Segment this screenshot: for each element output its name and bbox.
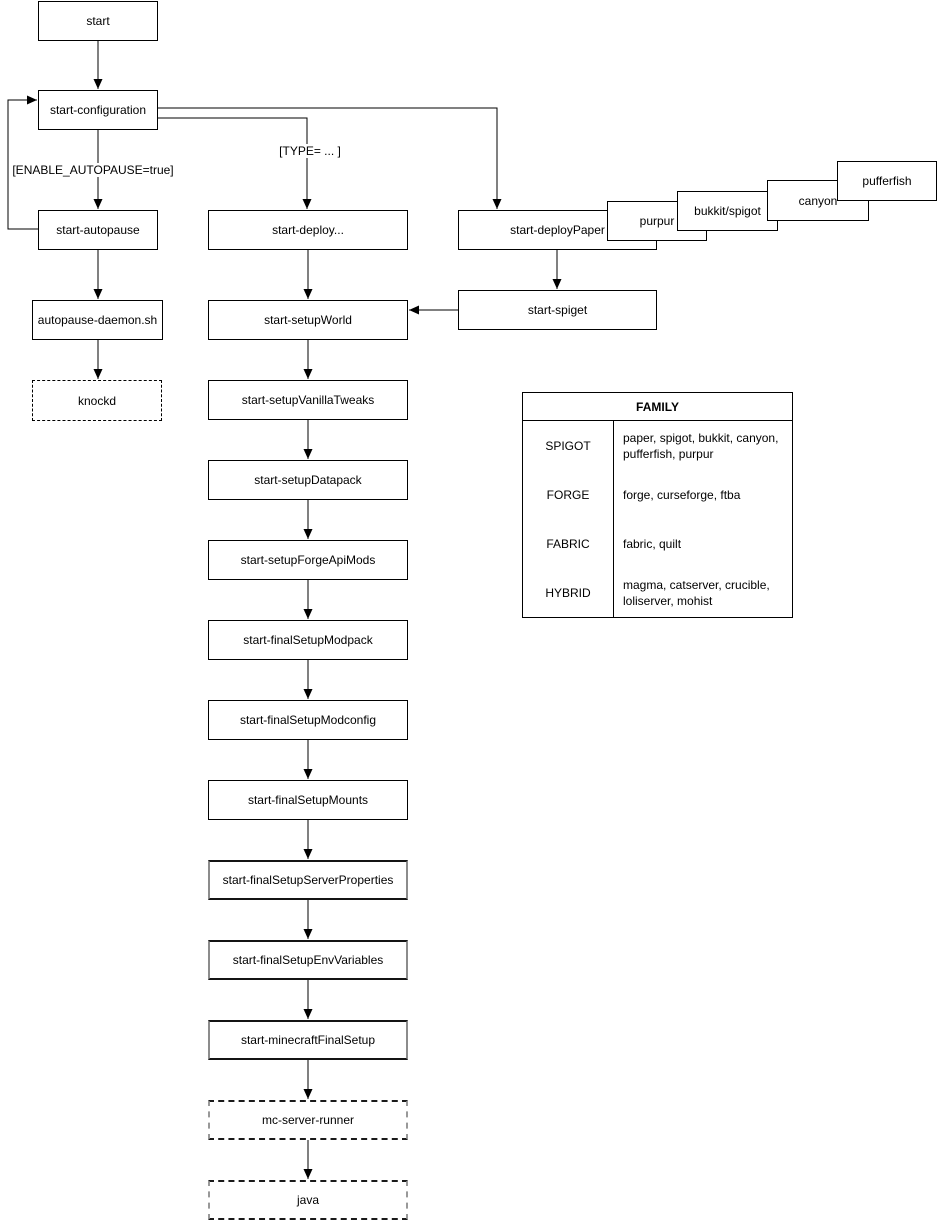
node-start-deployPaper: start-deployPaper xyxy=(458,210,657,250)
node-start-setupVanillaTweaks: start-setupVanillaTweaks xyxy=(208,380,408,420)
node-start-configuration: start-configuration xyxy=(38,90,158,130)
family-row-hybrid xyxy=(523,568,792,617)
node-start-finalSetupEnvVariables: start-finalSetupEnvVariables xyxy=(208,940,408,980)
node-start-finalSetupModconfig: start-finalSetupModconfig xyxy=(208,700,408,740)
node-start-minecraftFinalSetup: start-minecraftFinalSetup xyxy=(208,1020,408,1060)
node-start-setupWorld: start-setupWorld xyxy=(208,300,408,340)
node-mc-server-runner: mc-server-runner xyxy=(208,1100,408,1140)
node-knockd: knockd xyxy=(32,380,162,421)
node-start-deploy: start-deploy... xyxy=(208,210,408,250)
node-start-setupDatapack: start-setupDatapack xyxy=(208,460,408,500)
node-pufferfish: pufferfish xyxy=(837,161,937,201)
edge-label-enable-autopause-condition: [ENABLE_AUTOPAUSE=true] xyxy=(12,163,174,177)
edge-configuration-to-deployPaper xyxy=(158,108,497,209)
family-members-cell: magma, catserver, crucible, loliserver, mohist xyxy=(623,577,770,608)
node-autopause-daemon-sh: autopause-daemon.sh xyxy=(32,300,163,340)
node-canyon: canyon xyxy=(767,180,869,221)
family-table-body xyxy=(523,421,792,617)
family-table xyxy=(522,392,793,618)
node-start-finalSetupModpack: start-finalSetupModpack xyxy=(208,620,408,660)
family-name-cell: HYBRID xyxy=(523,568,614,617)
family-members-cell: forge, curseforge, ftba xyxy=(623,487,741,502)
node-start-spiget: start-spiget xyxy=(458,290,657,330)
node-start-finalSetupServerProperties: start-finalSetupServerProperties xyxy=(208,860,408,900)
edge-label-type-condition: [TYPE= ... ] xyxy=(279,144,341,158)
node-java: java xyxy=(208,1180,408,1220)
node-bukkit-spigot: bukkit/spigot xyxy=(677,191,778,231)
family-members-cell: fabric, quilt xyxy=(623,536,682,551)
node-start-autopause: start-autopause xyxy=(38,210,158,250)
node-start-finalSetupMounts: start-finalSetupMounts xyxy=(208,780,408,820)
family-members-cell: paper, spigot, bukkit, canyon, pufferfish, purpur xyxy=(623,430,779,461)
node-start-setupForgeApiMods: start-setupForgeApiMods xyxy=(208,540,408,580)
family-name-cell: FORGE xyxy=(523,470,614,519)
family-row-forge xyxy=(523,470,792,519)
family-name-cell: SPIGOT xyxy=(523,421,614,470)
edge-configuration-to-deploy xyxy=(158,118,307,209)
family-name-cell: FABRIC xyxy=(523,519,614,568)
node-start: start xyxy=(38,1,158,41)
family-table-title: FAMILY xyxy=(523,393,792,421)
family-row-spigot xyxy=(523,421,792,470)
node-purpur: purpur xyxy=(607,201,707,241)
family-row-fabric xyxy=(523,519,792,568)
